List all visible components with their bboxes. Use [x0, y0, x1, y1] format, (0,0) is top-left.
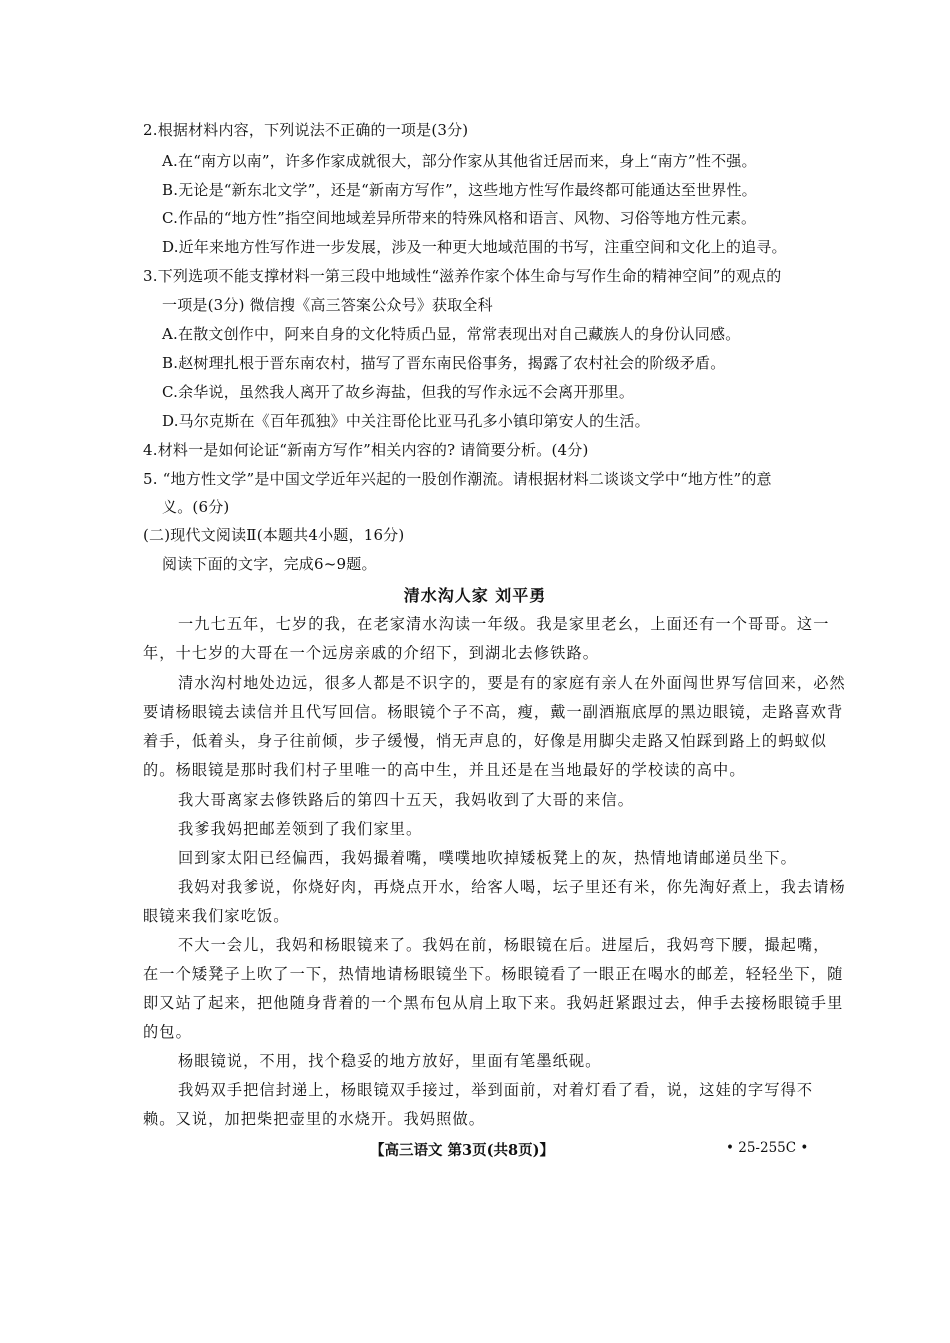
article-line: 一九七五年，七岁的我，在老家清水沟读一年级。我是家里老幺，上面还有一个哥哥。这一	[178, 615, 830, 633]
article-line: 清水沟村地处边远，很多人都是不识字的，要是有的家庭有亲人在外面闯世界写信回来，必然	[178, 674, 846, 692]
question-5-stem: 5. “地方性文学”是中国文学近年兴起的一股创作潮流。请根据材料二谈谈文学中“地方性”的意	[143, 470, 772, 488]
section-heading: (二)现代文阅读Ⅱ(本题共4小题，16分)	[143, 526, 405, 544]
question-2-option-d: D.近年来地方性写作进一步发展，涉及一种更大地域范围的书写，注重空间和文化上的追寻。	[162, 238, 787, 256]
article-line: 即又站了起来，把他随身背着的一个黑布包从肩上取下来。我妈赶紧跟过去，伸手去接杨眼镜手里	[143, 994, 844, 1012]
exam-code: • 25-255C •	[726, 1140, 809, 1156]
article-line: 的。杨眼镜是那时我们村子里唯一的高中生，并且还是在当地最好的学校读的高中。	[143, 761, 746, 779]
question-2-option-a: A.在“南方以南”，许多作家成就很大，部分作家从其他省迁居而来，身上“南方”性不强。	[162, 152, 757, 170]
article-line: 回到家太阳已经偏西，我妈撮着嘴，噗噗地吹掉矮板凳上的灰，热情地请邮递员坐下。	[178, 849, 797, 867]
question-2-option-c: C.作品的“地方性”指空间地域差异所带来的特殊风格和语言、风物、习俗等地方性元素。	[162, 209, 757, 227]
article-title: 清水沟人家 刘平勇	[403, 586, 547, 605]
article-line: 我妈对我爹说，你烧好肉，再烧点开水，给客人喝，坛子里还有米，你先淘好煮上，我去请杨	[178, 878, 846, 896]
section-instruction: 阅读下面的文字，完成6~9题。	[162, 555, 377, 573]
article-line: 赖。又说，加把柴把壶里的水烧开。我妈照做。	[143, 1110, 486, 1128]
article-line: 着手，低着头，身子往前倾，步子缓慢，悄无声息的，好像是用脚尖走路又怕踩到路上的蚂蚁似	[143, 732, 828, 750]
article-line: 杨眼镜说，不用，找个稳妥的地方放好，里面有笔墨纸砚。	[178, 1052, 602, 1070]
question-5-stem-continued: 义。(6分)	[162, 498, 230, 516]
article-line: 眼镜来我们家吃饭。	[143, 907, 290, 925]
question-3-option-b: B.赵树理扎根于晋东南农村，描写了晋东南民俗事务，揭露了农村社会的阶级矛盾。	[162, 354, 726, 372]
question-3-stem-continued: 一项是(3分) 微信搜《高三答案公众号》获取全科	[162, 296, 493, 314]
question-2-option-b: B.无论是“新东北文学”，还是“新南方写作”，这些地方性写作最终都可能通达至世界性。	[162, 181, 757, 199]
question-4-stem: 4.材料一是如何论证“新南方写作”相关内容的? 请简要分析。(4分)	[143, 441, 589, 459]
article-line: 的包。	[143, 1023, 192, 1041]
question-2-stem: 2.根据材料内容，下列说法不正确的一项是(3分)	[143, 121, 469, 139]
article-line: 我爹我妈把邮差领到了我们家里。	[178, 820, 423, 838]
article-line: 要请杨眼镜去读信并且代写回信。杨眼镜个子不高，瘦，戴一副酒瓶底厚的黑边眼镜，走路喜欢背	[143, 703, 844, 721]
question-3-stem: 3.下列选项不能支撑材料一第三段中地域性“滋养作家个体生命与写作生命的精神空间”的观点的	[143, 267, 782, 285]
question-3-option-d: D.马尔克斯在《百年孤独》中关注哥伦比亚马孔多小镇印第安人的生活。	[162, 412, 650, 430]
article-line: 在一个矮凳子上吹了一下，热情地请杨眼镜坐下。杨眼镜看了一眼正在喝水的邮差，轻轻坐下，随	[143, 965, 844, 983]
article-line: 我妈双手把信封递上，杨眼镜双手接过，举到面前，对着灯看了看，说，这娃的字写得不	[178, 1081, 814, 1099]
question-3-option-a: A.在散文创作中，阿来自身的文化特质凸显，常常表现出对自己藏族人的身份认同感。	[162, 325, 741, 343]
article-line: 不大一会儿，我妈和杨眼镜来了。我妈在前，杨眼镜在后。进屋后，我妈弯下腰，撮起嘴，	[178, 936, 830, 954]
question-3-option-c: C.余华说，虽然我人离开了故乡海盐，但我的写作永远不会离开那里。	[162, 383, 635, 401]
article-line: 年，十七岁的大哥在一个远房亲戚的介绍下，到湖北去修铁路。	[143, 644, 600, 662]
article-line: 我大哥离家去修铁路后的第四十五天，我妈收到了大哥的来信。	[178, 791, 635, 809]
page-footer-label: 【高三语文 第3页(共8页)】	[370, 1142, 554, 1159]
